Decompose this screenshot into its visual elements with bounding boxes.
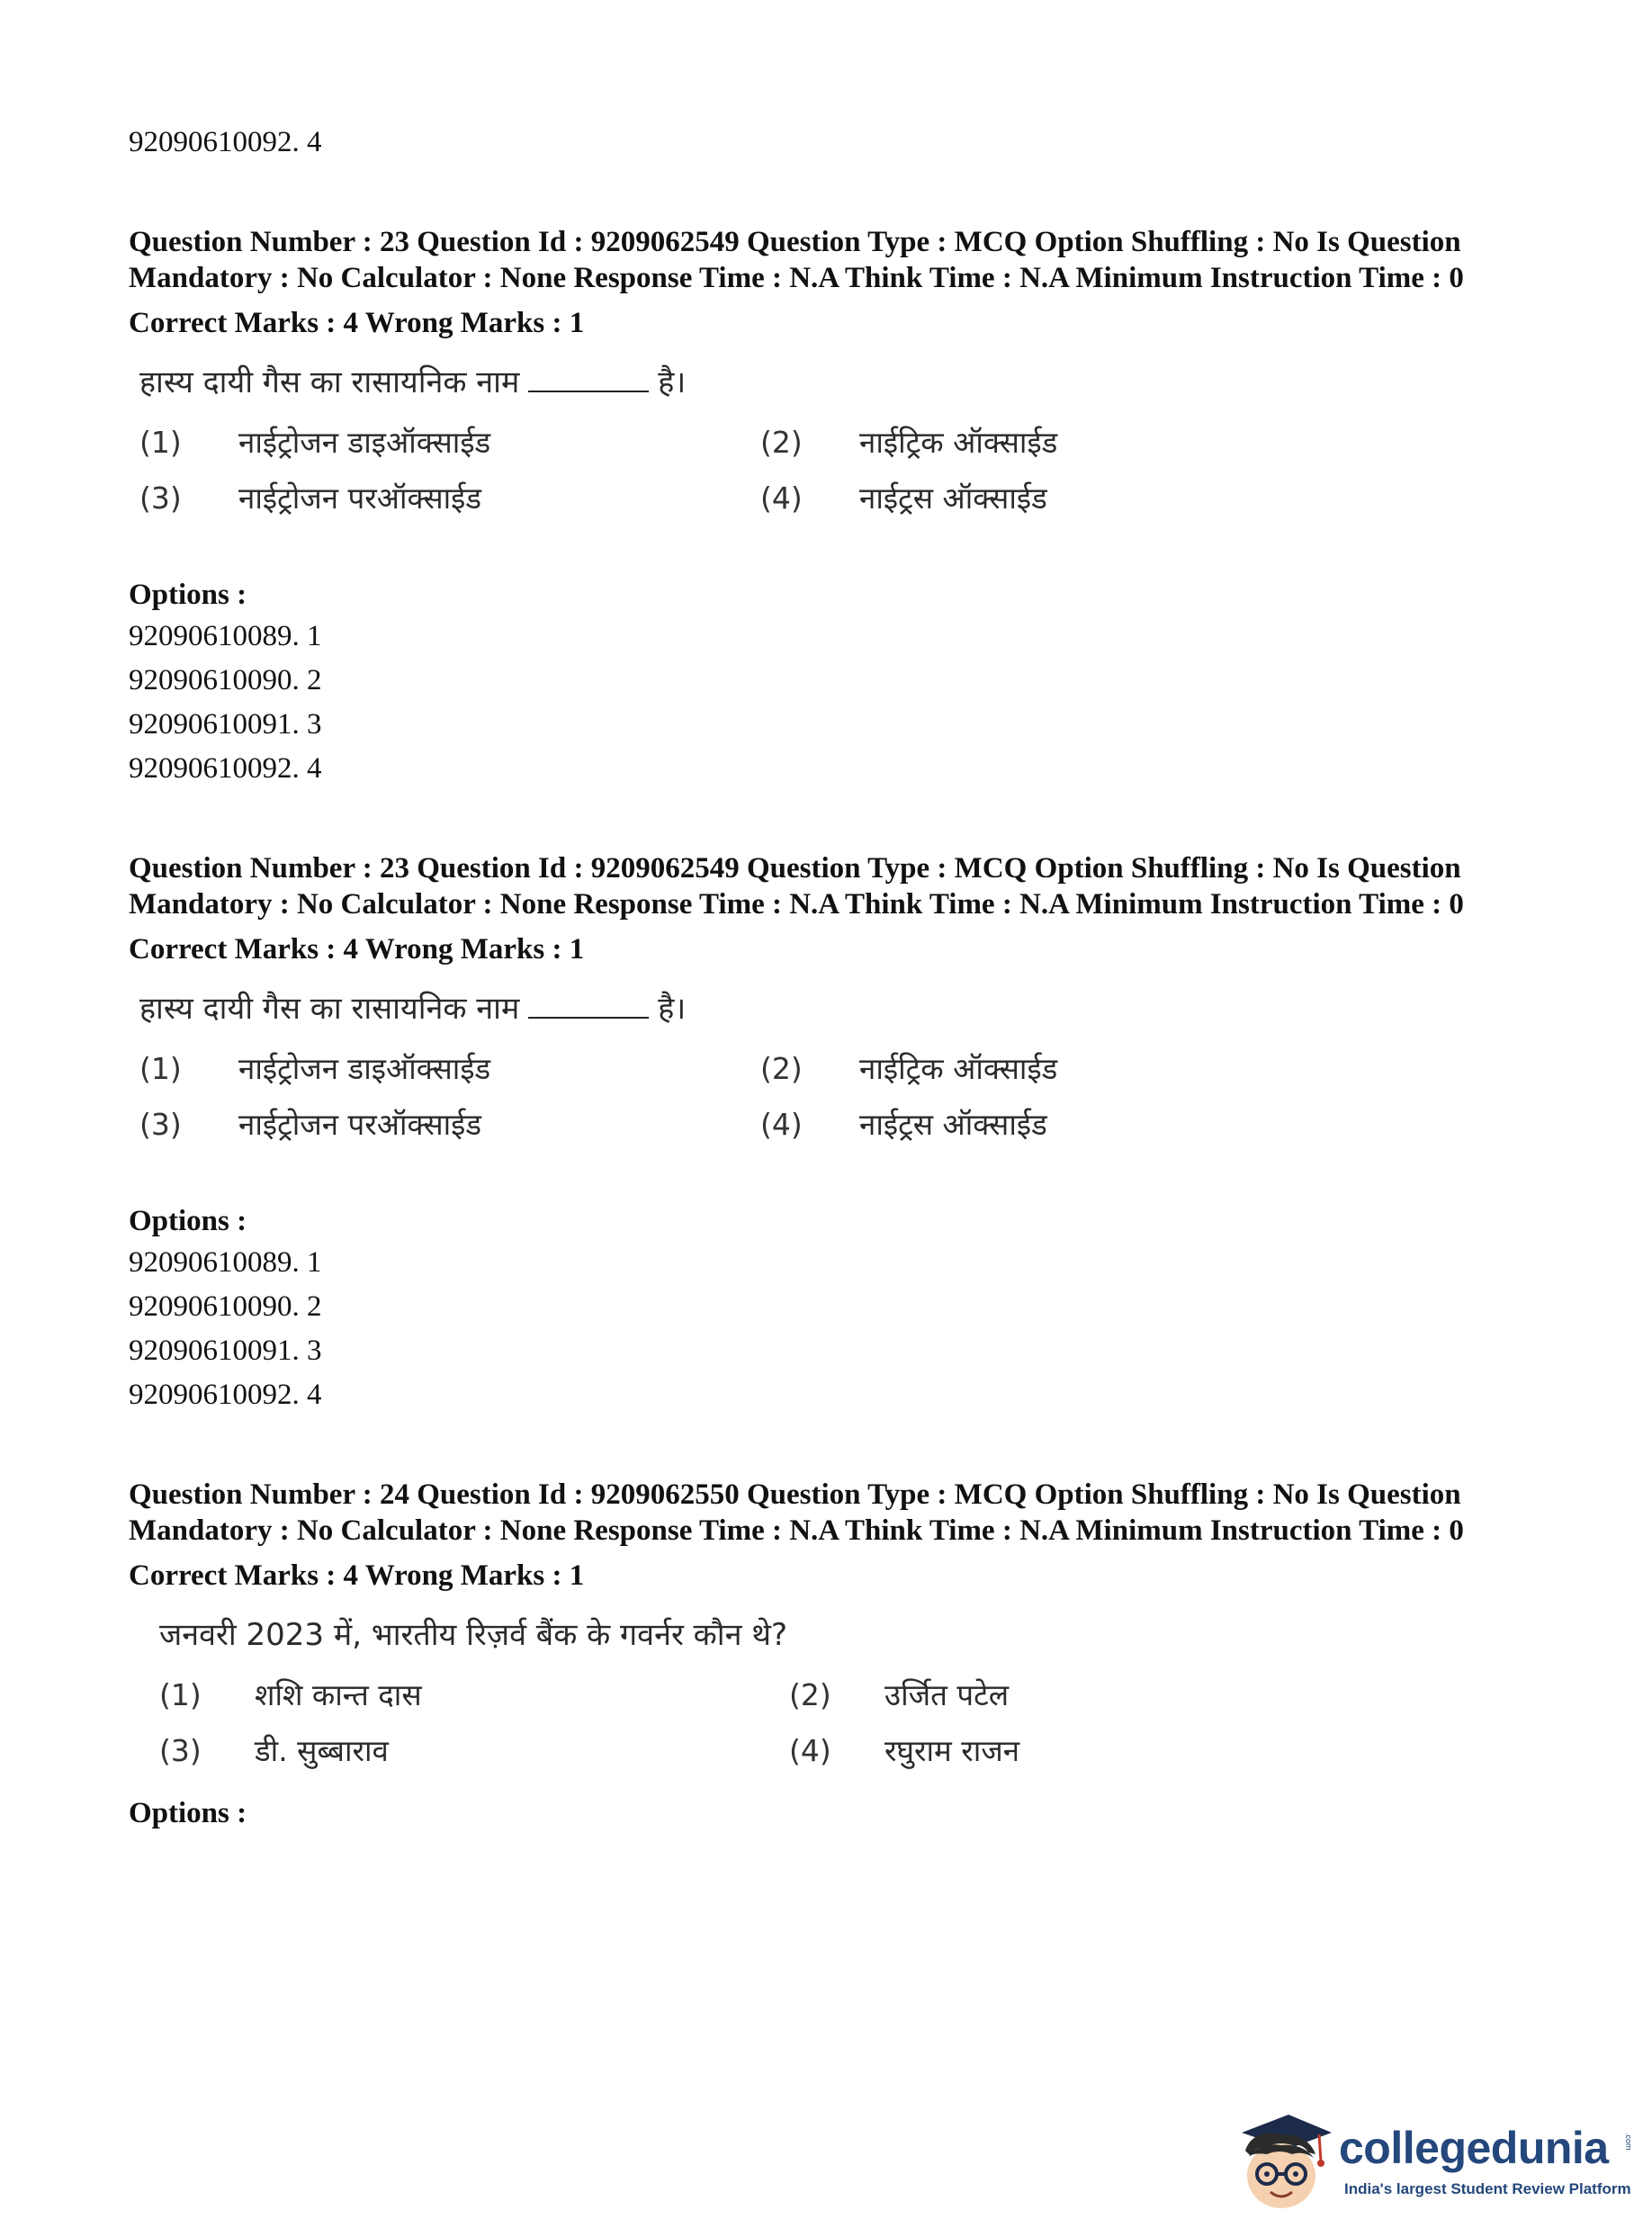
answer-choice: [759, 1671, 1388, 1720]
option-line: 92090610090. 2: [129, 1290, 322, 1323]
choice-text: उर्जित पटेल: [884, 1677, 1010, 1712]
question-block: [129, 224, 1532, 791]
answer-choice: [129, 1671, 759, 1720]
logo-tagline: India's largest Student Review Platform: [1344, 2180, 1631, 2197]
choice-text: नाईट्रोजन डाइऑक्साईड: [238, 1051, 491, 1086]
option-line: 92090610089. 1: [129, 1246, 322, 1279]
answer-choice: [759, 1727, 1388, 1775]
option-line: 92090610089. 1: [129, 620, 322, 652]
question-meta: Question Number : 23 Question Id : 9209062549 Question Type : MCQ Option Shuffling : No Is Question Mandatory : No Calculator : None Response Time : N.A Think Time : N.A Minimum Instruction Time : 0: [129, 226, 1464, 294]
question-text-before: हास्य दायी गैस का रासायनिक नाम: [139, 991, 520, 1027]
choice-number: (4): [760, 1107, 803, 1142]
question-meta: Question Number : 24 Question Id : 9209062550 Question Type : MCQ Option Shuffling : No Is Question Mandatory : No Calculator : None Response Time : N.A Think Time : N.A Minimum Instruction Time : 0: [129, 1478, 1464, 1547]
option-line: 92090610090. 2: [129, 664, 322, 696]
choice-text: नाईट्रोजन डाइऑक्साईड: [238, 425, 491, 460]
answer-choices: [129, 1045, 1532, 1149]
choice-text: नाईट्रिक ऑक्साईड: [859, 1051, 1058, 1086]
answer-choice: [750, 474, 1370, 523]
choice-text: नाईट्रस ऑक्साईड: [859, 1107, 1047, 1142]
fill-in-blank: [528, 990, 649, 1019]
question-block: [129, 850, 1532, 1417]
option-line: 92090610092. 4: [129, 1379, 322, 1411]
question-block: [129, 1477, 1532, 1833]
option-line: 92090610092. 4: [129, 752, 322, 785]
logo-domain: .com: [1624, 2133, 1633, 2151]
choice-number: (4): [789, 1733, 831, 1768]
answer-choice: [129, 1727, 759, 1775]
choice-text: शशि कान्त दास: [255, 1677, 422, 1712]
answer-choice: [129, 474, 750, 523]
question-text: जनवरी 2023 में, भारतीय रिज़र्व बैंक के गवर्नर कौन थे?: [159, 1617, 788, 1653]
collegedunia-logo: [1226, 2102, 1639, 2219]
choice-text: नाईट्रोजन परऑक्साईड: [238, 1107, 482, 1142]
logo-wordmark: collegedunia: [1339, 2123, 1609, 2173]
answer-choices: [129, 1671, 1532, 1775]
choice-number: (3): [159, 1733, 202, 1768]
question-image: [129, 985, 1532, 1149]
question-text-after: है।: [658, 991, 687, 1027]
question-marks: Correct Marks : 4 Wrong Marks : 1: [129, 307, 585, 339]
option-line: 92090610091. 3: [129, 708, 322, 741]
choice-number: (1): [139, 1051, 182, 1086]
choice-text: नाईट्रस ऑक्साईड: [859, 481, 1047, 516]
answer-choice: [750, 418, 1370, 467]
option-line: 92090610091. 3: [129, 1334, 322, 1367]
options-heading: Options :: [129, 1797, 247, 1829]
fill-in-blank: [528, 364, 649, 392]
options-heading: Options :: [129, 579, 247, 611]
question-image: [129, 359, 1532, 523]
answer-choice: [129, 1101, 750, 1149]
choice-text: नाईट्रोजन परऑक्साईड: [238, 481, 482, 516]
question-text-after: है।: [658, 364, 687, 400]
answer-choice: [129, 1045, 750, 1093]
choice-text: डी. सुब्बाराव: [255, 1733, 389, 1768]
document-body: [129, 121, 1532, 1833]
choice-number: (2): [789, 1677, 831, 1712]
choice-number: (1): [159, 1677, 202, 1712]
answer-choice: [750, 1045, 1370, 1093]
choice-number: (4): [760, 481, 803, 516]
question-text: [129, 359, 1532, 406]
answer-choice: [750, 1101, 1370, 1149]
question-text-before: हास्य दायी गैस का रासायनिक नाम: [139, 364, 520, 400]
answer-choice: [129, 418, 750, 467]
question-text: [129, 985, 1532, 1032]
choice-number: (3): [139, 1107, 182, 1142]
option-line: 92090610092. 4: [129, 126, 322, 158]
choice-text: रघुराम राजन: [884, 1733, 1020, 1768]
question-image: [129, 1612, 1532, 1775]
question-meta: Question Number : 23 Question Id : 9209062549 Question Type : MCQ Option Shuffling : No Is Question Mandatory : No Calculator : None Response Time : N.A Think Time : N.A Minimum Instruction Time : 0: [129, 852, 1464, 921]
choice-number: (1): [139, 425, 182, 460]
choice-number: (2): [760, 425, 803, 460]
options-heading: Options :: [129, 1205, 247, 1237]
choice-text: नाईट्रिक ऑक्साईड: [859, 425, 1058, 460]
choice-number: (2): [760, 1051, 803, 1086]
question-marks: Correct Marks : 4 Wrong Marks : 1: [129, 1559, 585, 1592]
question-marks: Correct Marks : 4 Wrong Marks : 1: [129, 933, 585, 966]
student-mascot-icon: [1226, 2102, 1335, 2219]
answer-choices: [129, 418, 1532, 523]
choice-number: (3): [139, 481, 182, 516]
